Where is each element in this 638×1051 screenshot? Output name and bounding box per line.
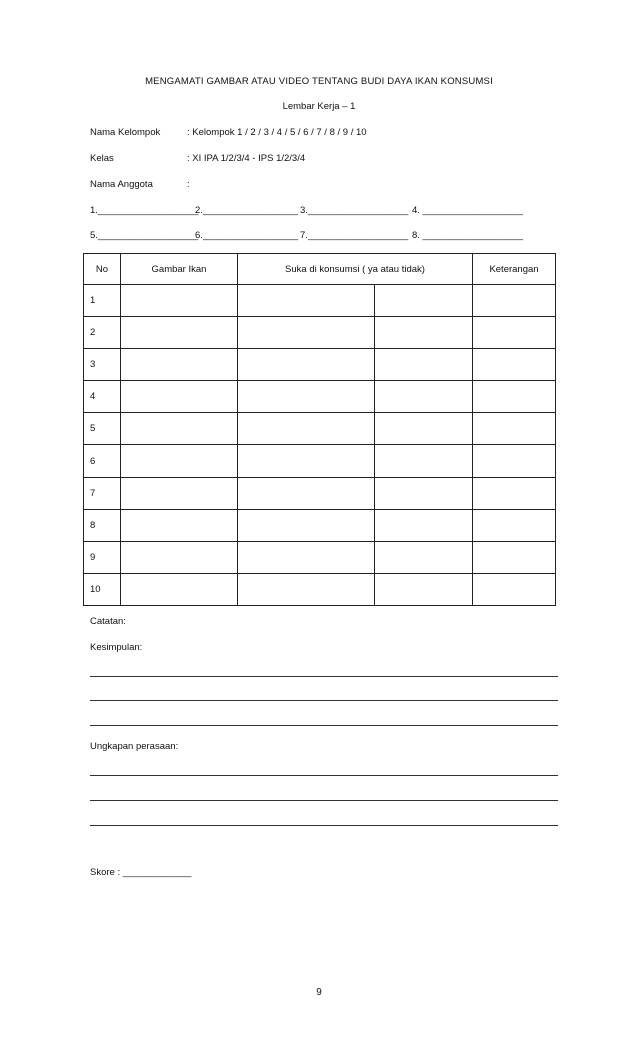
- table-row: [84, 381, 556, 413]
- cell-suka-b[interactable]: [375, 381, 473, 413]
- cell-keterangan[interactable]: [473, 381, 556, 413]
- group-name-value: : Kelompok 1 / 2 / 3 / 4 / 5 / 6 / 7 / 8 / 9 / 10: [187, 127, 367, 138]
- cell-keterangan[interactable]: [473, 317, 556, 349]
- header-no: No: [84, 254, 121, 285]
- cell-suka-a[interactable]: [238, 509, 375, 541]
- header-suka-dikonsumsi: Suka di konsumsi ( ya atau tidak): [238, 254, 473, 285]
- row-number: 4: [84, 381, 121, 413]
- class-value: : XI IPA 1/2/3/4 - IPS 1/2/3/4: [187, 153, 306, 164]
- cell-keterangan[interactable]: [473, 349, 556, 381]
- table-row: [84, 541, 556, 573]
- member-line-7[interactable]: 7.___________________: [300, 230, 409, 241]
- feelings-label: Ungkapan perasaan:: [90, 741, 179, 752]
- cell-gambar[interactable]: [121, 509, 238, 541]
- cell-suka-b[interactable]: [375, 509, 473, 541]
- page-title: MENGAMATI GAMBAR ATAU VIDEO TENTANG BUDI DAYA IKAN KONSUMSI: [145, 76, 493, 87]
- cell-gambar[interactable]: [121, 317, 238, 349]
- notes-label: Catatan:: [90, 616, 126, 627]
- table-row: [84, 573, 556, 605]
- row-number: 7: [84, 477, 121, 509]
- table-row: [84, 477, 556, 509]
- cell-gambar[interactable]: [121, 477, 238, 509]
- row-number: 9: [84, 541, 121, 573]
- member-line-4[interactable]: 4. ___________________: [412, 205, 523, 216]
- member-line-2[interactable]: 2.__________________: [195, 205, 299, 216]
- row-number: 3: [84, 349, 121, 381]
- cell-suka-a[interactable]: [238, 317, 375, 349]
- cell-gambar[interactable]: [121, 573, 238, 605]
- cell-keterangan[interactable]: [473, 541, 556, 573]
- cell-suka-b[interactable]: [375, 573, 473, 605]
- table-row: [84, 285, 556, 317]
- cell-suka-a[interactable]: [238, 573, 375, 605]
- table-row: [84, 317, 556, 349]
- cell-keterangan[interactable]: [473, 413, 556, 445]
- member-line-1[interactable]: 1.___________________: [90, 205, 199, 216]
- cell-keterangan[interactable]: [473, 285, 556, 317]
- row-number: 2: [84, 317, 121, 349]
- cell-suka-b[interactable]: [375, 445, 473, 477]
- cell-suka-b[interactable]: [375, 477, 473, 509]
- table-row: [84, 445, 556, 477]
- member-line-5[interactable]: 5.___________________: [90, 230, 199, 241]
- header-gambar-ikan: Gambar Ikan: [121, 254, 238, 285]
- cell-suka-a[interactable]: [238, 349, 375, 381]
- cell-suka-b[interactable]: [375, 541, 473, 573]
- cell-gambar[interactable]: [121, 285, 238, 317]
- cell-suka-a[interactable]: [238, 477, 375, 509]
- cell-suka-b[interactable]: [375, 285, 473, 317]
- cell-suka-a[interactable]: [238, 381, 375, 413]
- cell-keterangan[interactable]: [473, 509, 556, 541]
- row-number: 6: [84, 445, 121, 477]
- conclusion-line-1[interactable]: [90, 676, 558, 677]
- cell-suka-b[interactable]: [375, 413, 473, 445]
- page-number: 9: [316, 987, 322, 998]
- row-number: 5: [84, 413, 121, 445]
- member-line-3[interactable]: 3.___________________: [300, 205, 409, 216]
- cell-keterangan[interactable]: [473, 477, 556, 509]
- cell-gambar[interactable]: [121, 541, 238, 573]
- feelings-line-2[interactable]: [90, 800, 558, 801]
- feelings-line-1[interactable]: [90, 775, 558, 776]
- cell-gambar[interactable]: [121, 381, 238, 413]
- member-line-8[interactable]: 8. ___________________: [412, 230, 523, 241]
- cell-suka-a[interactable]: [238, 413, 375, 445]
- cell-suka-a[interactable]: [238, 445, 375, 477]
- cell-gambar[interactable]: [121, 445, 238, 477]
- member-line-6[interactable]: 6.__________________: [195, 230, 299, 241]
- cell-gambar[interactable]: [121, 413, 238, 445]
- members-value: :: [187, 179, 190, 190]
- conclusion-label: Kesimpulan:: [90, 642, 143, 653]
- cell-suka-a[interactable]: [238, 541, 375, 573]
- members-label: Nama Anggota: [90, 179, 153, 190]
- row-number: 1: [84, 285, 121, 317]
- cell-suka-a[interactable]: [238, 285, 375, 317]
- class-label: Kelas: [90, 153, 114, 164]
- cell-gambar[interactable]: [121, 349, 238, 381]
- row-number: 8: [84, 509, 121, 541]
- table-header-row: [84, 254, 556, 285]
- conclusion-line-3[interactable]: [90, 725, 558, 726]
- table-row: [84, 413, 556, 445]
- score-field[interactable]: Skore : _____________: [90, 867, 192, 878]
- cell-suka-b[interactable]: [375, 317, 473, 349]
- table-row: [84, 349, 556, 381]
- header-keterangan: Keterangan: [473, 254, 556, 285]
- cell-keterangan[interactable]: [473, 445, 556, 477]
- row-number: 10: [84, 573, 121, 605]
- group-name-label: Nama Kelompok: [90, 127, 161, 138]
- cell-keterangan[interactable]: [473, 573, 556, 605]
- cell-suka-b[interactable]: [375, 349, 473, 381]
- observation-table: [83, 253, 556, 606]
- worksheet-subtitle: Lembar Kerja – 1: [282, 101, 356, 112]
- feelings-line-3[interactable]: [90, 825, 558, 826]
- conclusion-line-2[interactable]: [90, 700, 558, 701]
- table-row: [84, 509, 556, 541]
